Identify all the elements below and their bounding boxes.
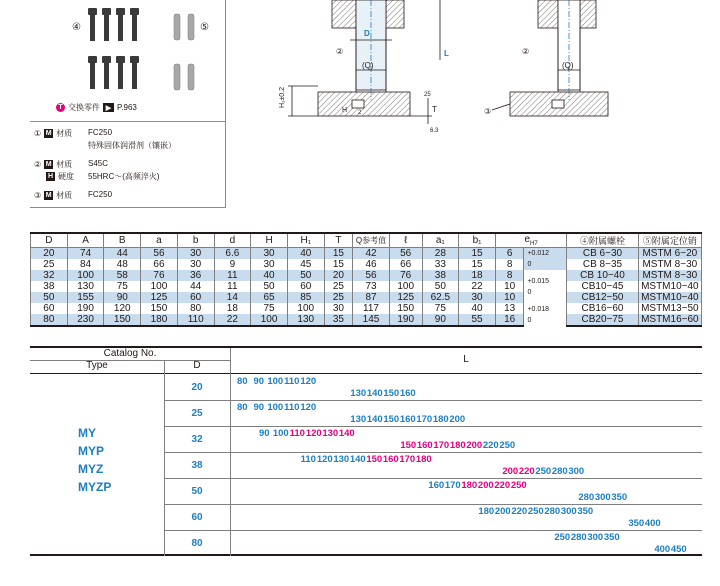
drawing-label-l: L xyxy=(444,49,449,58)
value-text: 300 xyxy=(568,466,585,477)
value-text: 140 xyxy=(338,428,355,439)
table-cell: 15 xyxy=(324,248,353,260)
socket-screw-icon xyxy=(88,8,139,89)
value-text: 80 xyxy=(236,376,248,387)
table-cell: 30 xyxy=(177,259,214,270)
table-cell: 20 xyxy=(31,248,68,260)
col-header: T xyxy=(324,233,353,248)
value-text: 140 xyxy=(366,388,383,399)
col-header: a xyxy=(141,233,178,248)
value-text: 200 xyxy=(477,480,494,491)
spec-item-1-prop: 材质 xyxy=(56,129,73,138)
l-values-32-b xyxy=(400,440,516,451)
value-text: 180 xyxy=(432,414,449,425)
table-cell: 55 xyxy=(459,314,496,326)
table-cell: 56 xyxy=(389,248,422,260)
table-cell: 25 xyxy=(31,259,68,270)
spec-item-2 xyxy=(34,159,72,170)
value-text: 300 xyxy=(587,532,604,543)
table-cell: 150 xyxy=(141,303,178,314)
table-cell: 60 xyxy=(31,303,68,314)
d-label: 25 xyxy=(191,408,203,419)
table-cell: 11 xyxy=(214,270,251,281)
dowel-pin-icon xyxy=(174,14,194,90)
table-cell: 13 xyxy=(495,303,524,314)
value-text: 150 xyxy=(366,454,383,465)
l-values-20-b xyxy=(350,388,416,399)
value-text: 350 xyxy=(603,532,620,543)
spec-item-3-value: FC250 xyxy=(88,190,113,199)
tolerance-cell: +0.015 0 xyxy=(524,270,567,303)
table-cell: 15 xyxy=(459,259,496,270)
l-values-50-b xyxy=(578,492,628,503)
l-values-38-a xyxy=(300,454,432,465)
table-cell: 60 xyxy=(177,292,214,303)
value-text: 180 xyxy=(461,480,478,491)
table-cell: 6.6 xyxy=(214,248,251,260)
pin-callout: ⑤ xyxy=(200,22,209,33)
table-cell: CB10−45 xyxy=(567,281,638,292)
table-cell: 18 xyxy=(214,303,251,314)
col-header: d xyxy=(214,233,251,248)
table-cell: 38 xyxy=(31,281,68,292)
value-text: 100 xyxy=(272,428,289,439)
value-text: 160 xyxy=(428,480,445,491)
reference-label: 交换零件 xyxy=(68,103,100,112)
table-cell: MSTM 8−30 xyxy=(638,270,701,281)
type-myz: MYZ xyxy=(78,462,104,476)
value-text: 250 xyxy=(527,506,544,517)
dimension-table xyxy=(30,232,702,327)
value-text: 250 xyxy=(554,532,571,543)
value-text: 220 xyxy=(482,440,499,451)
table-row xyxy=(31,303,702,314)
table-cell: 56 xyxy=(141,248,178,260)
type-myp: MYP xyxy=(78,444,105,458)
value-text: 140 xyxy=(349,454,366,465)
table-cell: 190 xyxy=(389,314,422,326)
table-cell: 60 xyxy=(287,281,324,292)
table-cell: 75 xyxy=(104,281,141,292)
value-text: 160 xyxy=(416,440,433,451)
table-cell: 74 xyxy=(67,248,104,260)
table-cell: 40 xyxy=(459,303,496,314)
table-cell: 11 xyxy=(214,281,251,292)
value-text: 100 xyxy=(267,402,284,413)
table-cell: CB 6−30 xyxy=(567,248,638,260)
d-label: 50 xyxy=(191,486,203,497)
value-text: 90 xyxy=(253,402,265,413)
table-cell: 50 xyxy=(31,292,68,303)
spec-item-1-value: FC250 xyxy=(88,128,113,137)
drawing-label-h: H xyxy=(342,107,348,114)
header-d: D xyxy=(193,360,201,371)
reference-row xyxy=(56,102,137,113)
l-values-20-a xyxy=(234,376,317,387)
value-text: 400 xyxy=(644,518,661,529)
table-cell: 8 xyxy=(495,270,524,281)
l-values-80-b xyxy=(654,544,687,555)
table-cell: 50 xyxy=(422,281,459,292)
table-cell: 130 xyxy=(287,314,324,326)
table-cell: 90 xyxy=(104,292,141,303)
value-text: 200 xyxy=(466,440,483,451)
table-cell: 30 xyxy=(324,303,353,314)
table-cell: 65 xyxy=(251,292,288,303)
value-text: 350 xyxy=(577,506,594,517)
table-cell: 8 xyxy=(495,259,524,270)
spec-item-3-prop: 材质 xyxy=(56,191,73,200)
table-cell: 20 xyxy=(324,270,353,281)
drawing-label-63: 6.3 xyxy=(430,128,439,134)
table-cell: 76 xyxy=(389,270,422,281)
table-cell: 66 xyxy=(141,259,178,270)
value-text: 180 xyxy=(449,440,466,451)
value-text: 130 xyxy=(350,414,367,425)
spec-item-1-no: ① xyxy=(34,129,42,138)
value-text: 300 xyxy=(560,506,577,517)
value-text: 400 xyxy=(654,544,671,555)
drawing-right-callout-2: ② xyxy=(522,47,530,56)
table-cell: 117 xyxy=(353,303,390,314)
value-text: 130 xyxy=(333,454,350,465)
table-cell: MSTM10−40 xyxy=(638,281,701,292)
value-text: 170 xyxy=(433,440,450,451)
table-cell: 38 xyxy=(422,270,459,281)
table-cell: 35 xyxy=(324,314,353,326)
table-cell: 130 xyxy=(67,281,104,292)
drawing-label-25: 25 xyxy=(424,92,431,98)
table-cell: 6 xyxy=(495,248,524,260)
value-text: 120 xyxy=(305,428,322,439)
table-cell: 100 xyxy=(141,281,178,292)
drawing-right-label-q: (Q) xyxy=(562,61,574,70)
table-row xyxy=(31,292,702,303)
table-cell: 100 xyxy=(67,270,104,281)
material-mark-icon: M xyxy=(45,192,52,199)
value-text: 160 xyxy=(399,388,416,399)
value-text: 280 xyxy=(570,532,587,543)
spec-item-1 xyxy=(34,128,72,139)
d-label: 80 xyxy=(191,538,203,549)
spec-item-2-value: S45C xyxy=(88,159,109,168)
d-label: 20 xyxy=(191,382,203,393)
table-cell: 150 xyxy=(389,303,422,314)
value-text: 170 xyxy=(399,454,416,465)
spec-item-2-hard-prop: 硬度 xyxy=(58,172,74,181)
table-cell: 155 xyxy=(67,292,104,303)
table-cell: 16 xyxy=(495,314,524,326)
table-cell: 75 xyxy=(422,303,459,314)
value-text: 180 xyxy=(415,454,432,465)
spec-item-2-hardness xyxy=(46,171,74,182)
table-cell: 44 xyxy=(104,248,141,260)
value-text: 220 xyxy=(518,466,535,477)
table-cell: 66 xyxy=(389,259,422,270)
table-cell: 48 xyxy=(104,259,141,270)
table-cell: 30 xyxy=(177,248,214,260)
value-text: 280 xyxy=(578,492,595,503)
header-l: L xyxy=(463,354,469,365)
value-text: 180 xyxy=(478,506,495,517)
table-cell: 90 xyxy=(422,314,459,326)
table-cell: 180 xyxy=(141,314,178,326)
drawing-callout-3: ③ xyxy=(484,107,492,116)
value-text: 130 xyxy=(350,388,367,399)
l-values-60-b xyxy=(628,518,661,529)
table-cell: 85 xyxy=(287,292,324,303)
spec-item-2-prop: 材质 xyxy=(56,160,73,169)
table-cell: 150 xyxy=(104,314,141,326)
table-cell: CB20−75 xyxy=(567,314,638,326)
table-cell: 22 xyxy=(459,281,496,292)
table-cell: 76 xyxy=(141,270,178,281)
value-text: 200 xyxy=(494,506,511,517)
circle-t-icon: T xyxy=(56,103,65,112)
table-cell: CB 10−40 xyxy=(567,270,638,281)
tolerance-cell: +0.018 0 xyxy=(524,303,567,326)
table-cell: 10 xyxy=(495,292,524,303)
value-text: 120 xyxy=(300,402,317,413)
value-text: 110 xyxy=(284,402,300,413)
value-text: 280 xyxy=(544,506,561,517)
table-cell: 100 xyxy=(389,281,422,292)
col-header: H xyxy=(251,233,288,248)
table-cell: 40 xyxy=(287,248,324,260)
tolerance-cell: +0.012 0 xyxy=(524,248,567,271)
table-cell: CB12−50 xyxy=(567,292,638,303)
col-header: D xyxy=(31,233,68,248)
material-mark-icon: M xyxy=(45,130,52,137)
value-text: 170 xyxy=(416,414,433,425)
table-cell: 125 xyxy=(389,292,422,303)
l-values-32-a xyxy=(256,428,355,439)
table-cell: 36 xyxy=(177,270,214,281)
value-text: 350 xyxy=(611,492,628,503)
table-cell: 10 xyxy=(495,281,524,292)
d-label: 38 xyxy=(191,460,203,471)
book-icon: ▶ xyxy=(103,103,114,112)
value-text: 150 xyxy=(383,414,400,425)
value-text: 100 xyxy=(267,376,284,387)
table-row xyxy=(31,259,702,270)
table-cell: CB16−60 xyxy=(567,303,638,314)
value-text: 350 xyxy=(628,518,645,529)
value-text: 110 xyxy=(300,454,316,465)
notes-divider xyxy=(30,121,226,122)
table-cell: 100 xyxy=(251,314,288,326)
table-cell: 40 xyxy=(251,270,288,281)
value-text: 150 xyxy=(400,440,417,451)
dim-header-row xyxy=(31,233,702,248)
header-type: Type xyxy=(86,360,108,371)
l-values-80-a xyxy=(554,532,620,543)
l-values-38-b xyxy=(502,466,585,477)
table-cell: MSTM 8−30 xyxy=(638,259,701,270)
table-cell: 15 xyxy=(459,248,496,260)
drawing-label-2: 2 xyxy=(358,110,362,116)
table-cell: 230 xyxy=(67,314,104,326)
drawing-callout-2: ② xyxy=(336,47,344,56)
table-cell: MSTM10−40 xyxy=(638,292,701,303)
table-cell: 110 xyxy=(177,314,214,326)
value-text: 90 xyxy=(258,428,270,439)
col-header: a₁ xyxy=(422,233,459,248)
d-label: 32 xyxy=(191,434,203,445)
col-header: H₁ xyxy=(287,233,324,248)
parts-illustration xyxy=(50,6,228,98)
table-cell: 190 xyxy=(67,303,104,314)
drawing-label-d: D xyxy=(364,29,370,38)
table-cell: 100 xyxy=(287,303,324,314)
table-cell: 25 xyxy=(324,292,353,303)
value-text: 120 xyxy=(300,376,317,387)
table-cell: 62.5 xyxy=(422,292,459,303)
table-cell: 80 xyxy=(177,303,214,314)
spec-item-3-no: ③ xyxy=(34,191,42,200)
table-cell: 30 xyxy=(251,248,288,260)
value-text: 200 xyxy=(449,414,466,425)
table-cell: MSTM16−60 xyxy=(638,314,701,326)
header-catalog-no: Catalog No. xyxy=(103,348,157,359)
value-text: 250 xyxy=(510,480,527,491)
catalog-table xyxy=(30,346,702,556)
col-header: b xyxy=(177,233,214,248)
value-text: 280 xyxy=(551,466,568,477)
notes-panel xyxy=(30,0,226,208)
drawing-label-q: (Q) xyxy=(362,61,374,70)
table-cell: 30 xyxy=(459,292,496,303)
col-header: A xyxy=(67,233,104,248)
value-text: 220 xyxy=(511,506,528,517)
value-text: 250 xyxy=(499,440,516,451)
table-cell: 84 xyxy=(67,259,104,270)
drawing-label-h1: H₁±0.2 xyxy=(279,87,286,108)
table-cell: MSTM 6−20 xyxy=(638,248,701,260)
table-cell: 25 xyxy=(324,281,353,292)
table-row xyxy=(31,248,702,260)
value-text: 300 xyxy=(594,492,611,503)
value-text: 160 xyxy=(382,454,399,465)
value-text: 110 xyxy=(284,376,300,387)
value-text: 150 xyxy=(383,388,400,399)
hardness-mark-icon: H xyxy=(47,173,54,180)
technical-drawing xyxy=(240,0,720,170)
l-values-60-a xyxy=(478,506,594,517)
table-cell: 9 xyxy=(214,259,251,270)
l-values-25-b xyxy=(350,414,466,425)
table-cell: 32 xyxy=(31,270,68,281)
table-cell: 80 xyxy=(31,314,68,326)
value-text: 110 xyxy=(289,428,305,439)
value-text: 170 xyxy=(444,480,461,491)
table-cell: 75 xyxy=(251,303,288,314)
table-cell: 50 xyxy=(251,281,288,292)
table-cell: 58 xyxy=(104,270,141,281)
value-text: 220 xyxy=(494,480,511,491)
table-cell: 18 xyxy=(459,270,496,281)
table-cell: 44 xyxy=(177,281,214,292)
value-text: 250 xyxy=(535,466,552,477)
drawing-right xyxy=(492,0,608,116)
col-header: Q参考值 xyxy=(353,233,390,248)
col-header: ⑤附属定位销 xyxy=(638,233,701,248)
table-cell: 120 xyxy=(104,303,141,314)
l-values-25-a xyxy=(234,402,317,413)
table-cell: 125 xyxy=(141,292,178,303)
value-text: 90 xyxy=(253,376,265,387)
table-cell: 145 xyxy=(353,314,390,326)
value-text: 120 xyxy=(316,454,333,465)
table-cell: MSTM13−50 xyxy=(638,303,701,314)
value-text: 130 xyxy=(322,428,339,439)
d-label: 60 xyxy=(191,512,203,523)
value-text: 80 xyxy=(236,402,248,413)
table-cell: 30 xyxy=(251,259,288,270)
spec-item-1-extra: 特殊固体润滑剂（镶嵌） xyxy=(88,141,176,150)
table-cell: 15 xyxy=(324,259,353,270)
spec-item-2-hard-value: 55HRC〜(高频淬火) xyxy=(88,172,160,181)
table-cell: 46 xyxy=(353,259,390,270)
table-cell: 45 xyxy=(287,259,324,270)
col-header: $e_{H7}$ xyxy=(495,233,566,248)
l-values-50-a xyxy=(428,480,527,491)
table-cell: 33 xyxy=(422,259,459,270)
table-cell: 87 xyxy=(353,292,390,303)
value-text: 200 xyxy=(502,466,519,477)
table-cell: 73 xyxy=(353,281,390,292)
table-row xyxy=(31,270,702,281)
value-text: 160 xyxy=(399,414,416,425)
table-cell: 56 xyxy=(353,270,390,281)
table-cell: 14 xyxy=(214,292,251,303)
table-cell: 28 xyxy=(422,248,459,260)
col-header: ④附属螺栓 xyxy=(567,233,638,248)
type-myzp: MYZP xyxy=(78,480,112,494)
drawing-label-t: T xyxy=(432,105,437,114)
col-header: b₁ xyxy=(459,233,496,248)
screw-callout: ④ xyxy=(72,22,81,33)
value-text: 140 xyxy=(366,414,383,425)
table-cell: CB 8−35 xyxy=(567,259,638,270)
table-row xyxy=(31,314,702,326)
type-my: MY xyxy=(78,426,96,440)
col-header: ℓ xyxy=(389,233,422,248)
table-cell: 22 xyxy=(214,314,251,326)
spec-item-2-no: ② xyxy=(34,160,42,169)
spec-item-3 xyxy=(34,190,72,201)
table-cell: 42 xyxy=(353,248,390,260)
material-mark-icon: M xyxy=(45,161,52,168)
reference-page[interactable]: P.963 xyxy=(117,103,137,112)
table-cell: 50 xyxy=(287,270,324,281)
value-text: 450 xyxy=(670,544,687,555)
table-row xyxy=(31,281,702,292)
col-header: B xyxy=(104,233,141,248)
